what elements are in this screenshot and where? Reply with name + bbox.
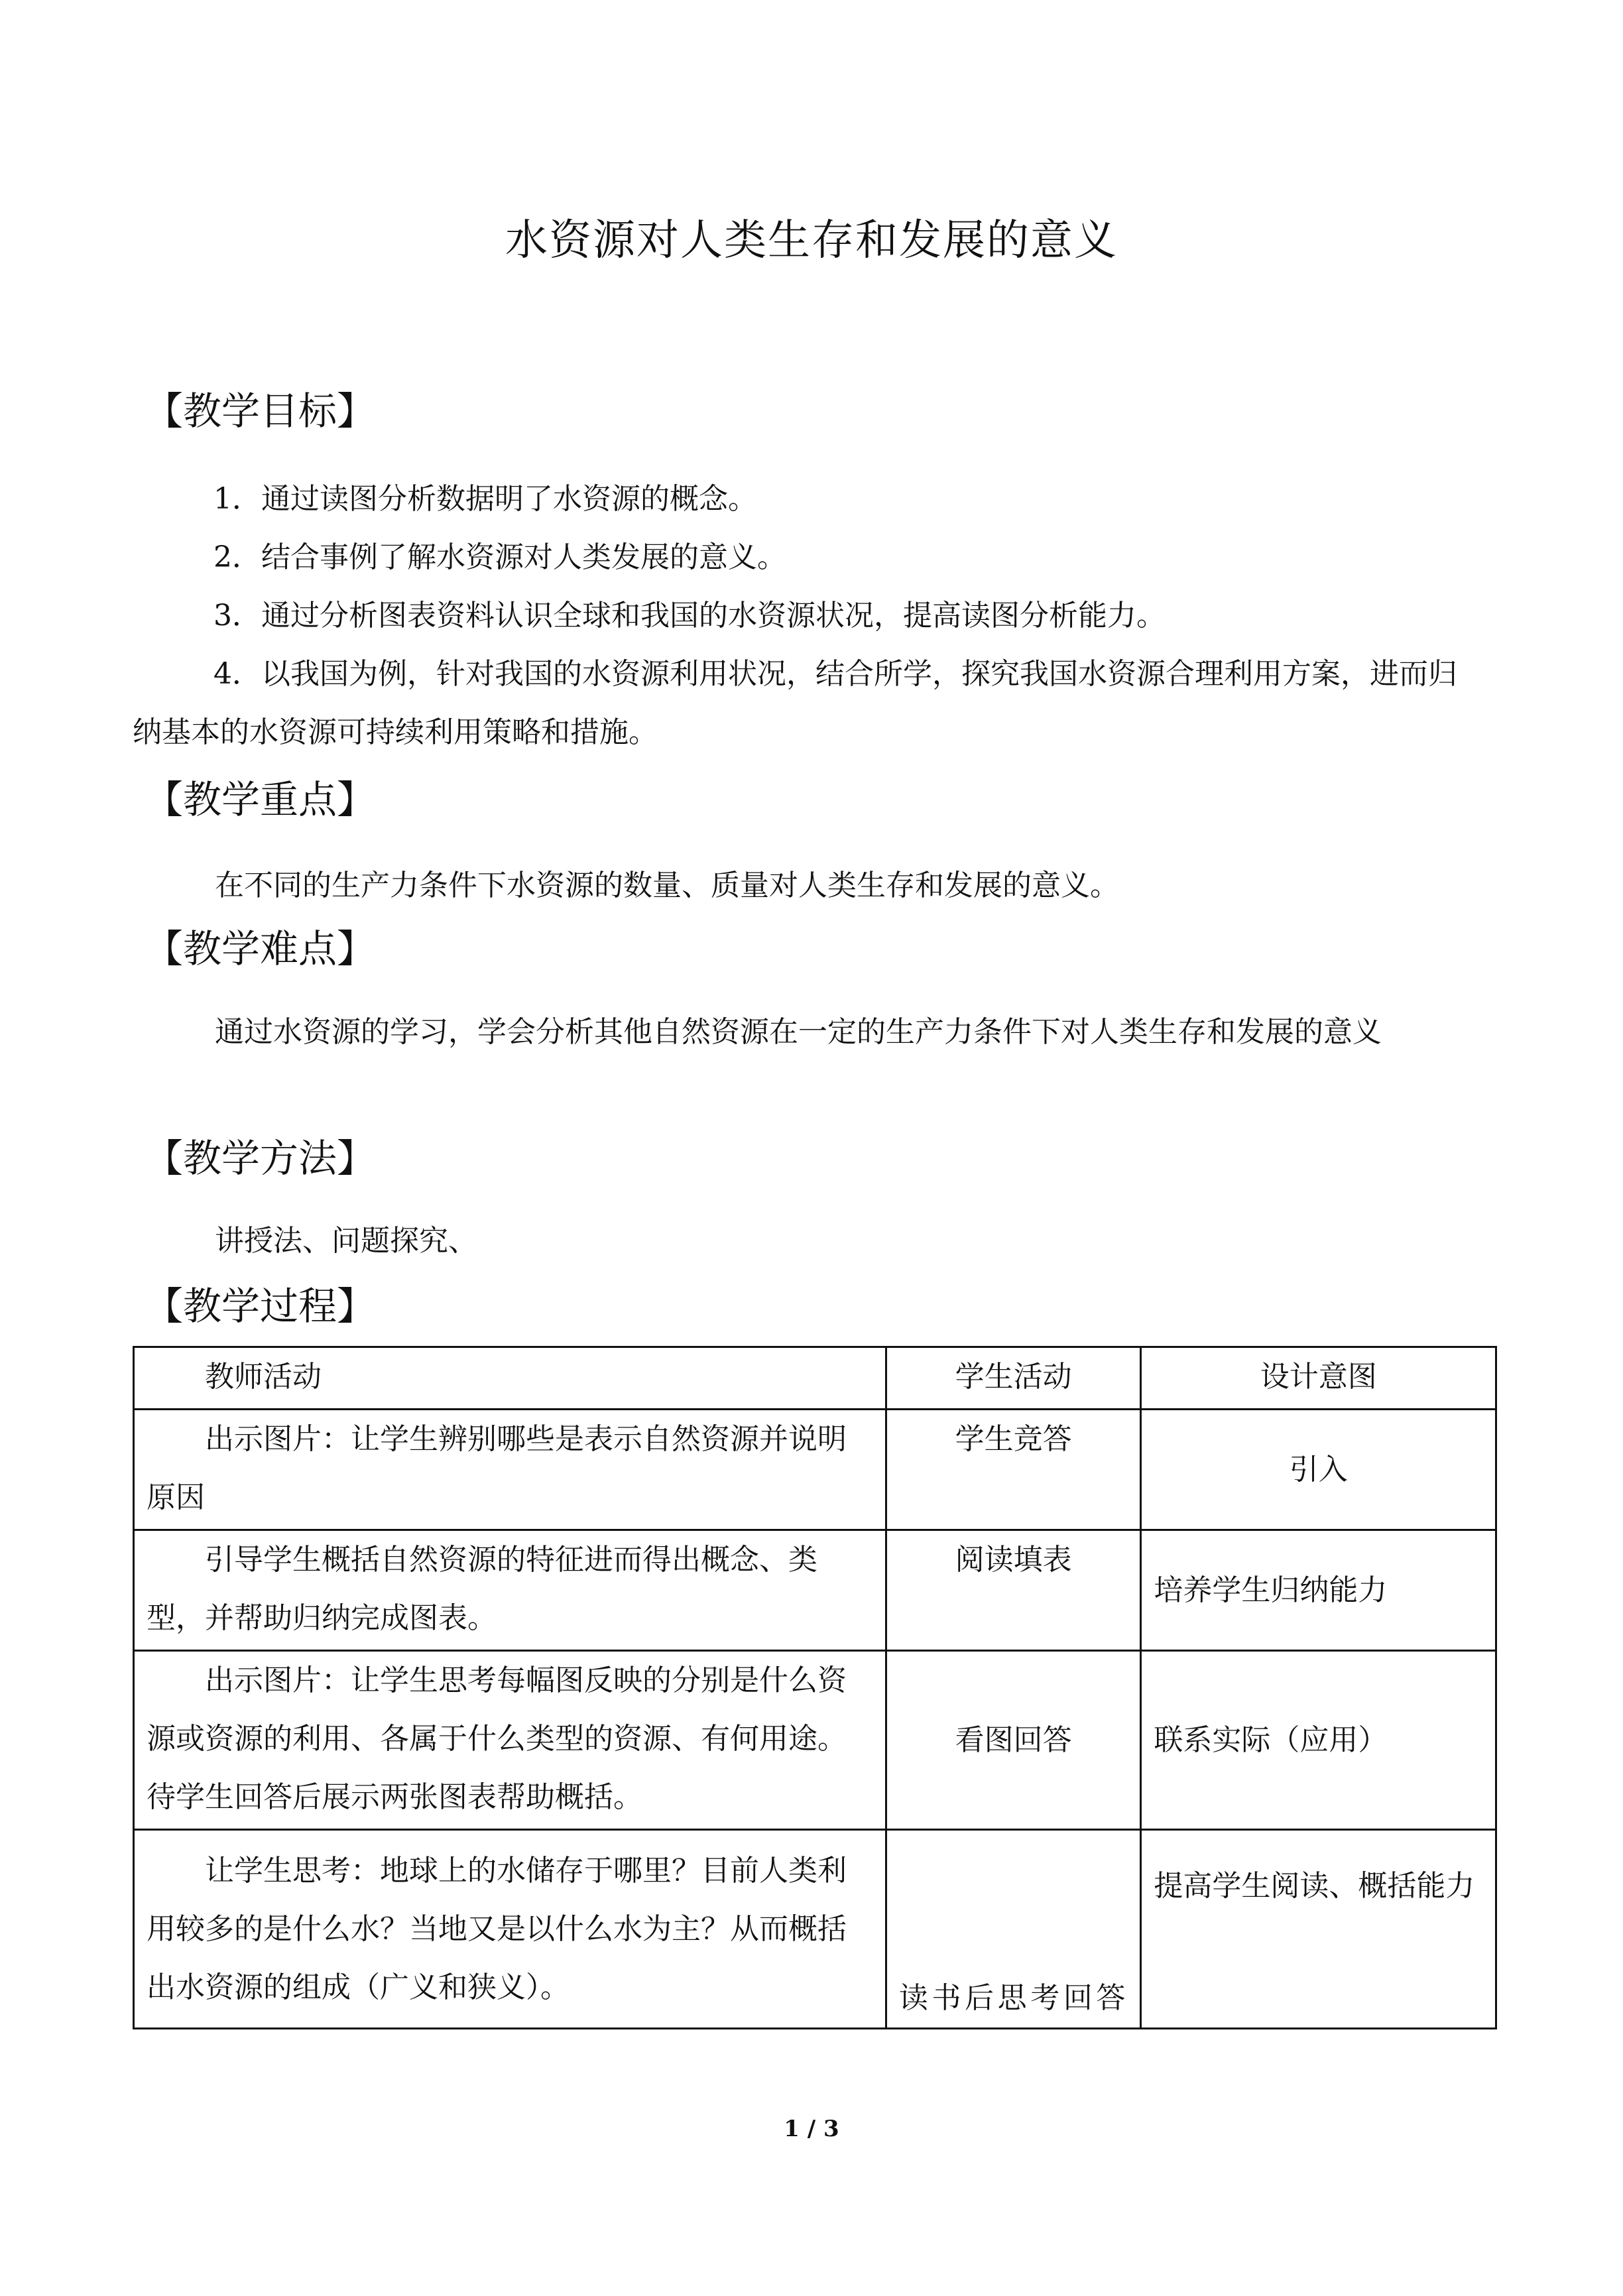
header-design-intent: 设计意图 — [1141, 1347, 1496, 1410]
teacher-activity-cell: 引导学生概括自然资源的特征进而得出概念、类型，并帮助归纳完成图表。 — [134, 1530, 886, 1651]
header-teacher-activity: 教师活动 — [134, 1347, 886, 1410]
document-title: 水资源对人类生存和发展的意义 — [505, 216, 1118, 265]
teaching-process-table — [133, 1346, 1497, 2029]
teacher-activity-cell: 出示图片：让学生辨别哪些是表示自然资源并说明原因 — [134, 1410, 886, 1530]
design-intent-cell: 提高学生阅读、概括能力 — [1141, 1830, 1496, 2029]
student-activity-cell: 阅读填表 — [886, 1530, 1141, 1651]
student-activity-cell: 读书后思考回答 — [886, 1830, 1141, 2029]
table-row — [134, 1651, 1496, 1830]
methods-heading: 【教学方法】 — [145, 1136, 376, 1181]
difficulties-heading: 【教学难点】 — [145, 926, 376, 971]
student-activity-cell: 看图回答 — [886, 1651, 1141, 1830]
methods-text: 讲授法、问题探究、 — [215, 1224, 477, 1258]
key-points-heading: 【教学重点】 — [145, 777, 376, 822]
key-points-text: 在不同的生产力条件下水资源的数量、质量对人类生存和发展的意义。 — [215, 869, 1119, 902]
table-row — [134, 1830, 1496, 2029]
student-activity-cell: 学生竞答 — [886, 1410, 1141, 1530]
teacher-activity-cell: 出示图片：让学生思考每幅图反映的分别是什么资源或资源的利用、各属于什么类型的资源、有何用途。待学生回答后展示两张图表帮助概括。 — [134, 1651, 886, 1830]
objective-item-4: 4．以我国为例，针对我国的水资源利用状况，结合所学，探究我国水资源合理利用方案，进而归纳基本的水资源可持续利用策略和措施。 — [133, 657, 1457, 749]
header-student-activity: 学生活动 — [886, 1347, 1141, 1410]
objectives-heading: 【教学目标】 — [145, 389, 376, 434]
table-row — [134, 1410, 1496, 1530]
objective-item-1: 1．通过读图分析数据明了水资源的概念。 — [213, 482, 757, 516]
design-intent-cell: 引入 — [1141, 1410, 1496, 1530]
table-header-row — [134, 1347, 1496, 1410]
process-heading: 【教学过程】 — [145, 1284, 376, 1329]
objective-item-3: 3．通过分析图表资料认识全球和我国的水资源状况，提高读图分析能力。 — [213, 599, 1166, 633]
objective-item-2: 2．结合事例了解水资源对人类发展的意义。 — [213, 540, 786, 574]
page-number: 1 / 3 — [784, 2116, 839, 2142]
design-intent-cell: 联系实际（应用） — [1141, 1651, 1496, 1830]
table-row — [134, 1530, 1496, 1651]
design-intent-cell: 培养学生归纳能力 — [1141, 1530, 1496, 1651]
teacher-activity-cell: 让学生思考：地球上的水储存于哪里？目前人类利用较多的是什么水？当地又是以什么水为主？从而概括出水资源的组成（广义和狭义）。 — [134, 1830, 886, 2029]
difficulties-text: 通过水资源的学习，学会分析其他自然资源在一定的生产力条件下对人类生存和发展的意义 — [215, 1015, 1382, 1049]
